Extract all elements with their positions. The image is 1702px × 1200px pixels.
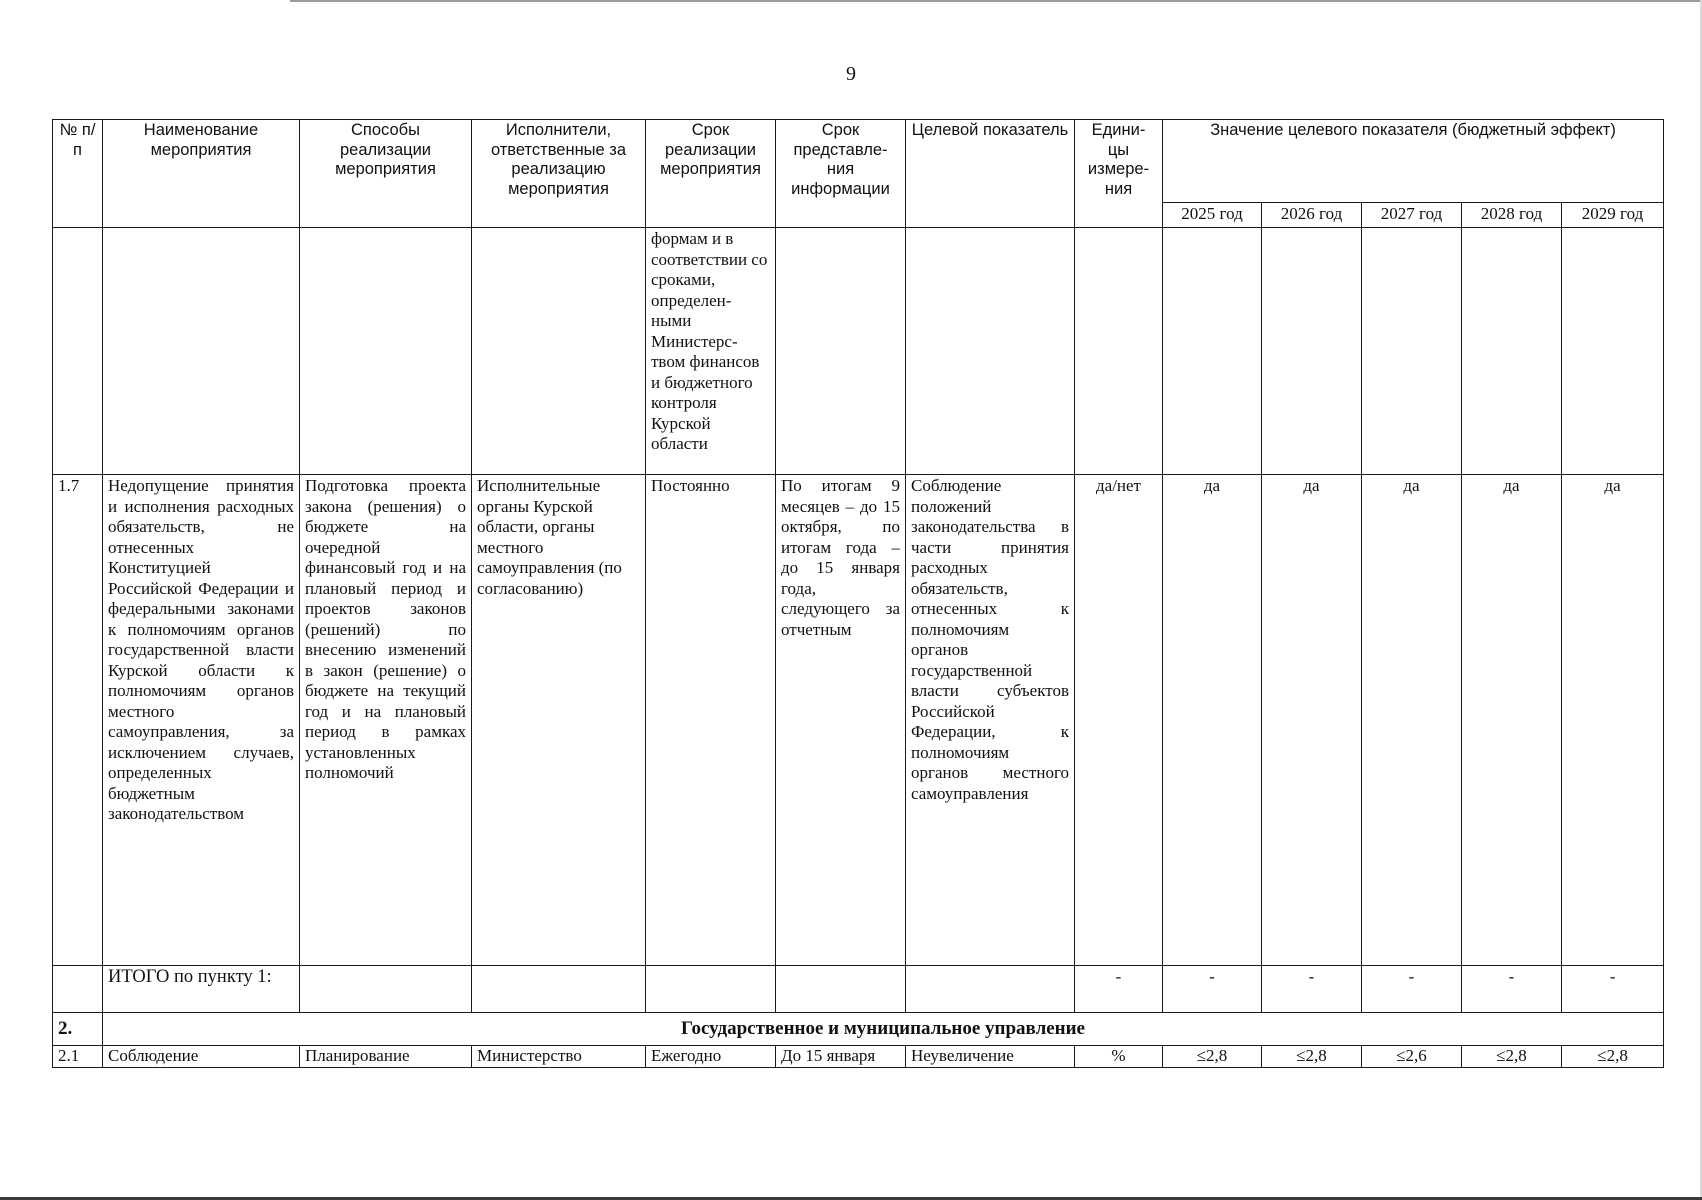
- cell-empty: [300, 228, 472, 475]
- row-1-7-value-2027: да: [1362, 475, 1462, 966]
- cell-empty: [103, 228, 300, 475]
- row-1-7-methods: Подготовка проекта закона (решения) о бюджете на очередной финансовый год и на плановый период и проектов законов (решений) по внесению изменений в закон (решение) о бюджете на текущий год и на плановый период в рамках установленных полномочий: [300, 475, 472, 966]
- row-2-1-target: Неувеличение: [906, 1046, 1075, 1068]
- header-value-group: Значение целевого показателя (бюджетный эффект): [1163, 120, 1664, 203]
- row-2-1-value-2027: ≤2,6: [1362, 1046, 1462, 1068]
- top-edge-line: [290, 0, 1702, 2]
- continuation-row: [53, 228, 1664, 475]
- page-number: 9: [846, 63, 856, 85]
- row-1-7-units: да/нет: [1075, 475, 1163, 966]
- total-value-2028: -: [1462, 966, 1562, 1013]
- cell-empty: [1163, 228, 1262, 475]
- table-row-2-1: [53, 1046, 1664, 1068]
- cell-empty: [646, 966, 776, 1013]
- row-1-7-value-2026: да: [1262, 475, 1362, 966]
- row-1-7-executors: Исполнительные органы Курской области, органы местного самоуправления (по согласованию): [472, 475, 646, 966]
- row-1-7-value-2025: да: [1163, 475, 1262, 966]
- header-year-2028: 2028 год: [1462, 203, 1562, 228]
- total-label: ИТОГО по пункту 1:: [103, 966, 300, 1013]
- row-1-7-value-2028: да: [1462, 475, 1562, 966]
- cell-empty: [53, 228, 103, 475]
- total-value-2026: -: [1262, 966, 1362, 1013]
- row-2-1-num: 2.1: [53, 1046, 103, 1068]
- measures-table: [52, 119, 1664, 1068]
- row-2-1-value-2026: ≤2,8: [1262, 1046, 1362, 1068]
- header-year-2026: 2026 год: [1262, 203, 1362, 228]
- total-value-2029: -: [1562, 966, 1664, 1013]
- cell-empty: [472, 228, 646, 475]
- section-2-title: Государственное и муниципальное управление: [103, 1013, 1664, 1046]
- total-value-2025: -: [1163, 966, 1262, 1013]
- row-1-7-value-2029: да: [1562, 475, 1664, 966]
- header-num: № п/п: [53, 120, 103, 228]
- total-value-2027: -: [1362, 966, 1462, 1013]
- cell-empty: [300, 966, 472, 1013]
- header-units: Едини- цы измере- ния: [1075, 120, 1163, 228]
- row-1-7-name: Недопущение принятия и исполнения расходных обязательств, не отнесенных Конституцией Российской Федерации и федеральными законами к полномочиям органов государственной власти Курской области к полномочиям органов местного самоуправления, за исключением случаев, определенных бюджетным законодательством: [103, 475, 300, 966]
- header-report-term: Срок представле- ния информации: [776, 120, 906, 228]
- cell-empty: [776, 228, 906, 475]
- row-2-1-term: Ежегодно: [646, 1046, 776, 1068]
- total-row: [53, 966, 1664, 1013]
- cell-empty: [53, 966, 103, 1013]
- header-target: Целевой показатель: [906, 120, 1075, 228]
- cell-empty: [776, 966, 906, 1013]
- row-2-1-units: %: [1075, 1046, 1163, 1068]
- header-executors: Исполнители, ответственные за реализацию мероприятия: [472, 120, 646, 228]
- total-units: -: [1075, 966, 1163, 1013]
- row-1-7-target: Соблюдение положений законодательства в части принятия расходных обязательств, отнесенных к полномочиям органов государственной власти субъектов Российской Федерации, к полномочиям органов местного самоуправления: [906, 475, 1075, 966]
- cell-empty: [472, 966, 646, 1013]
- section-2-row: [53, 1013, 1664, 1046]
- header-term: Срок реализации мероприятия: [646, 120, 776, 228]
- header-methods: Способы реализации мероприятия: [300, 120, 472, 228]
- row-2-1-value-2029: ≤2,8: [1562, 1046, 1664, 1068]
- row-1-7-num: 1.7: [53, 475, 103, 966]
- header-year-2027: 2027 год: [1362, 203, 1462, 228]
- section-2-num: 2.: [53, 1013, 103, 1046]
- row-2-1-value-2025: ≤2,8: [1163, 1046, 1262, 1068]
- header-year-2029: 2029 год: [1562, 203, 1664, 228]
- header-row: [53, 120, 1664, 203]
- row-2-1-value-2028: ≤2,8: [1462, 1046, 1562, 1068]
- header-year-2025: 2025 год: [1163, 203, 1262, 228]
- table-row-1-7: [53, 475, 1664, 966]
- row-2-1-name: Соблюдение: [103, 1046, 300, 1068]
- header-name: Наименование мероприятия: [103, 120, 300, 228]
- cell-empty: [1075, 228, 1163, 475]
- cell-empty: [1262, 228, 1362, 475]
- cell-empty: [906, 966, 1075, 1013]
- row-2-1-report-term: До 15 января: [776, 1046, 906, 1068]
- cell-empty: [1462, 228, 1562, 475]
- cell-empty: [906, 228, 1075, 475]
- cell-empty: [1362, 228, 1462, 475]
- cell-empty: [1562, 228, 1664, 475]
- row-1-7-report-term: По итогам 9 месяцев – до 15 октября, по итогам года – до 15 января года, следующего за отчетным: [776, 475, 906, 966]
- row-2-1-executors: Министерство: [472, 1046, 646, 1068]
- continuation-term: формам и в соответствии со сроками, определен- ными Министерс- твом финансов и бюджетного контроля Курской области: [646, 228, 776, 475]
- row-2-1-methods: Планирование: [300, 1046, 472, 1068]
- row-1-7-term: Постоянно: [646, 475, 776, 966]
